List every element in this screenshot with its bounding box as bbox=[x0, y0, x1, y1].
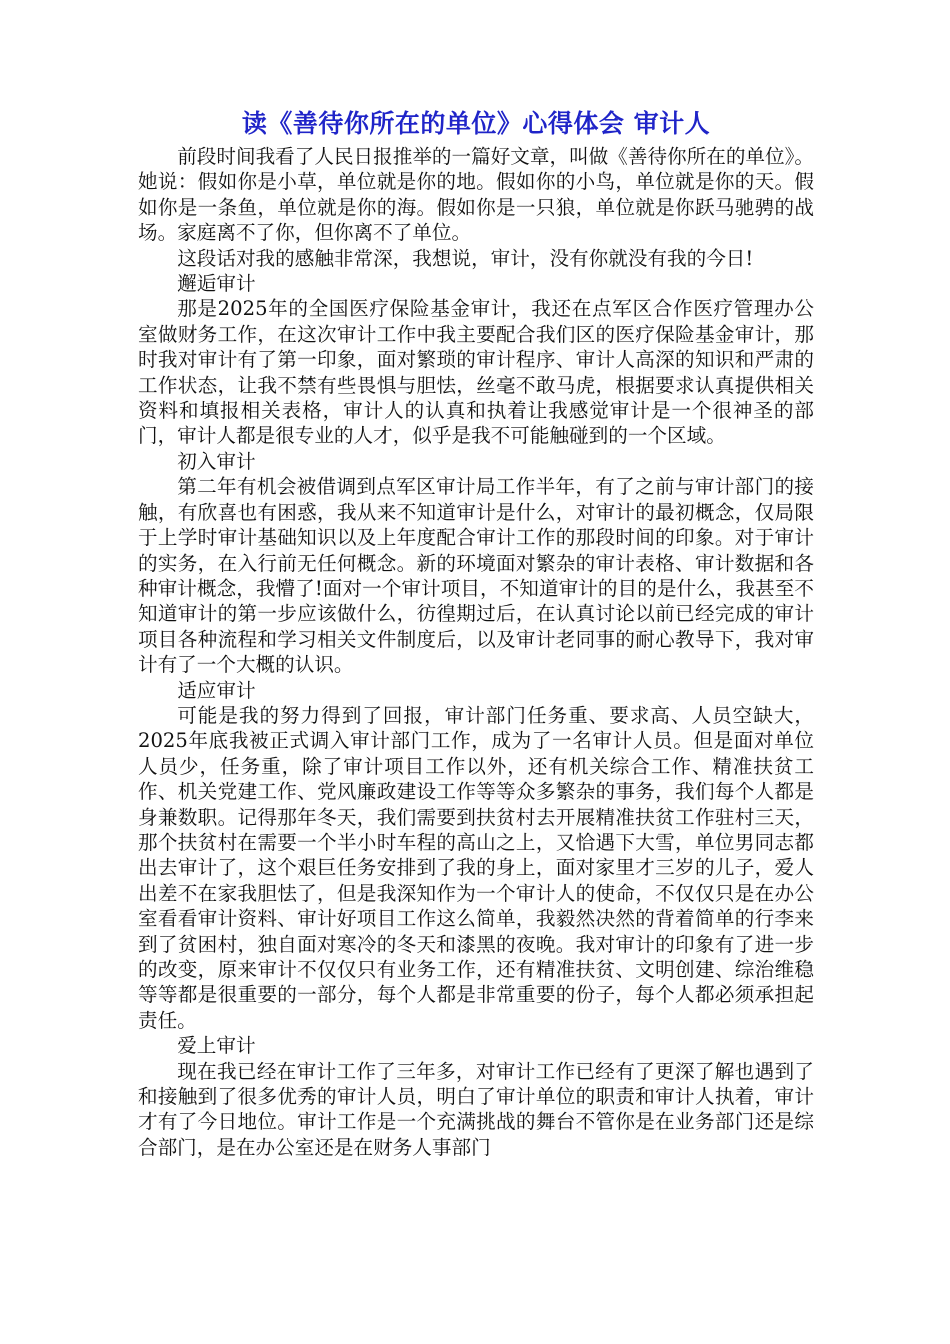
document-page bbox=[138, 104, 814, 1160]
paragraph-beginning: 第二年有机会被借调到点军区审计局工作半年，有了之前与审计部门的接触，有欣喜也有困惑，我从来不知道审计是什么，对审计的最初概念，仅局限于上学时审计基础知识以及上年度配合审计工作的那段时间的印象。对于审计的实务，在入行前无任何概念。新的环境面对繁杂的审计表格、审计数据和各种审计概念，我懵了!面对一个审计项目，不知道审计的目的是什么，我甚至不知道审计的第一步应该做什么，彷徨期过后，在认真讨论以前已经完成的审计项目各种流程和学习相关文件制度后，以及审计老同事的耐心教导下，我对审计有了一个大概的认识。 bbox=[138, 475, 814, 677]
document-title: 读《善待你所在的单位》心得体会 审计人 bbox=[241, 109, 711, 138]
paragraph-feeling: 这段话对我的感触非常深，我想说，审计，没有你就没有我的今日! bbox=[177, 246, 754, 270]
section-heading-loving: 爱上审计 bbox=[177, 1034, 256, 1058]
section-heading-adapting: 适应审计 bbox=[177, 678, 256, 702]
paragraph-adapting: 可能是我的努力得到了回报，审计部门任务重、要求高、人员空缺大，2025年底我被正式调入审计部门工作，成为了一名审计人员。但是面对单位人员少，任务重，除了审计项目工作以外，还有机关综合工作、精准扶贫工作、机关党建工作、党风廉政建设工作等等众多繁杂的事务，我们每个人都是身兼数职。记得那年冬天，我们需要到扶贫村去开展精准扶贫工作驻村三天，那个扶贫村在需要一个半小时车程的高山之上，又恰遇下大雪，单位男同志都出去审计了，这个艰巨任务安排到了我的身上，面对家里才三岁的儿子，爱人出差不在家我胆怯了，但是我深知作为一个审计人的使命，不仅仅只是在办公室看看审计资料、审计好项目工作这么简单，我毅然决然的背着简单的行李来到了贫困村，独自面对寒冷的冬天和漆黑的夜晚。我对审计的印象有了进一步的改变，原来审计不仅仅只有业务工作，还有精准扶贫、文明创建、综治维稳等等都是很重要的一部分，每个人都是非常重要的份子，每个人都必须承担起责任。 bbox=[138, 703, 814, 1032]
section-heading-beginning: 初入审计 bbox=[177, 449, 256, 473]
document-body bbox=[138, 144, 814, 1160]
section-heading-encounter: 邂逅审计 bbox=[177, 272, 256, 296]
paragraph-intro: 前段时间我看了人民日报推举的一篇好文章，叫做《善待你所在的单位》。她说：假如你是小草，单位就是你的地。假如你的小鸟，单位就是你的天。假如你是一条鱼，单位就是你的海。假如你是一只狼，单位就是你跃马驰骋的战场。家庭离不了你，但你离不了单位。 bbox=[138, 145, 814, 245]
paragraph-loving: 现在我已经在审计工作了三年多，对审计工作已经有了更深了解也遇到了和接触到了很多优秀的审计人员，明白了审计单位的职责和审计人执着，审计才有了今日地位。审计工作是一个充满挑战的舞台不管你是在业务部门还是综合部门，是在办公室还是在财务人事部门 bbox=[138, 1059, 814, 1159]
paragraph-encounter: 那是2025年的全国医疗保险基金审计，我还在点军区合作医疗管理办公室做财务工作，在这次审计工作中我主要配合我们区的医疗保险基金审计，那时我对审计有了第一印象，面对繁琐的审计程序、审计人高深的知识和严肃的工作状态，让我不禁有些畏惧与胆怯，丝毫不敢马虎，根据要求认真提供相关资料和填报相关表格，审计人的认真和执着让我感觉审计是一个很神圣的部门，审计人都是很专业的人才，似乎是我不可能触碰到的一个区域。 bbox=[138, 297, 814, 448]
